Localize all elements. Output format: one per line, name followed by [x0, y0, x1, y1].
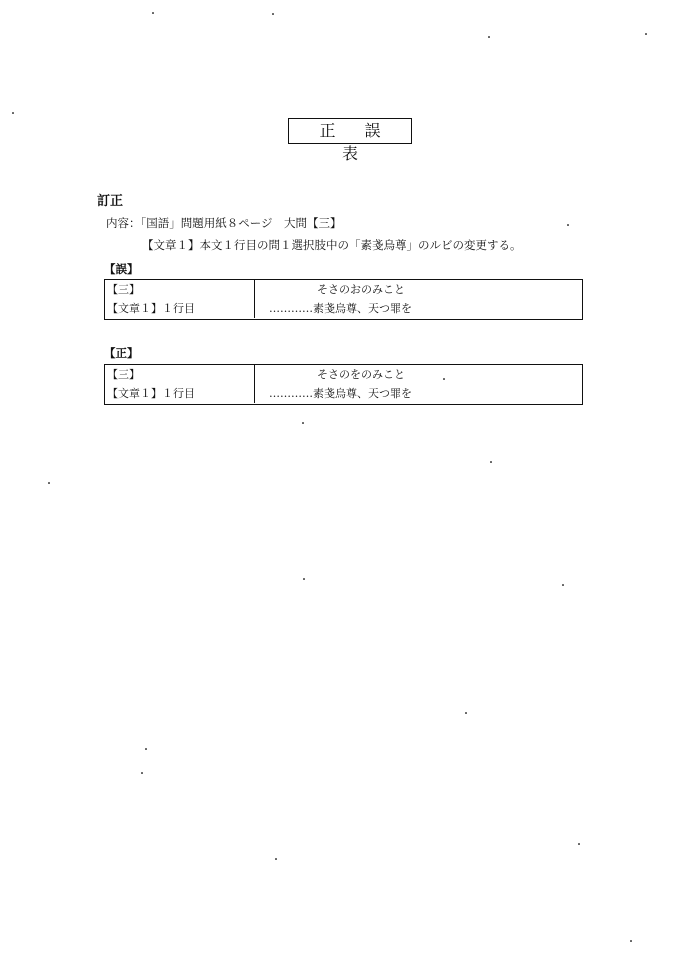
scan-speck — [272, 13, 274, 15]
wrong-line-cell: 【文章１】１行目 — [105, 299, 255, 318]
wrong-text-cell: …………素戔烏尊、天つ罪を — [269, 302, 412, 315]
correct-table — [104, 364, 583, 405]
scan-speck — [488, 36, 490, 38]
content-description: 内容：「国語」問題用紙８ページ 大問【三】 — [106, 216, 342, 230]
page-title: 正 誤 表 — [288, 118, 412, 144]
scan-speck — [275, 858, 277, 860]
scan-speck — [145, 748, 147, 750]
wrong-ruby-cell: そさのおのみこと — [317, 283, 405, 296]
scan-speck — [567, 224, 569, 226]
scan-speck — [12, 112, 14, 114]
scan-speck — [48, 482, 50, 484]
correct-label: 【正】 — [104, 346, 139, 360]
correction-heading: 訂正 — [97, 194, 124, 209]
correct-question-cell: 【三】 — [105, 365, 255, 384]
scan-speck — [302, 422, 304, 424]
scan-speck — [645, 33, 647, 35]
wrong-label: 【誤】 — [104, 262, 139, 276]
wrong-question-cell: 【三】 — [105, 280, 255, 299]
scan-speck — [303, 578, 305, 580]
correction-detail: 【文章１】本文１行目の問１選択肢中の「素戔烏尊」のルビの変更する。 — [142, 238, 522, 252]
wrong-table — [104, 279, 583, 320]
scan-speck — [152, 12, 154, 14]
scan-speck — [465, 712, 467, 714]
scan-speck — [630, 940, 632, 942]
scan-speck — [562, 584, 564, 586]
correct-ruby-cell: そさのをのみこと — [317, 368, 405, 381]
scan-speck — [578, 843, 580, 845]
scan-speck — [490, 461, 492, 463]
correct-text-cell: …………素戔烏尊、天つ罪を — [269, 387, 412, 400]
correct-line-cell: 【文章１】１行目 — [105, 384, 255, 403]
scan-speck — [443, 378, 445, 380]
scan-speck — [141, 772, 143, 774]
